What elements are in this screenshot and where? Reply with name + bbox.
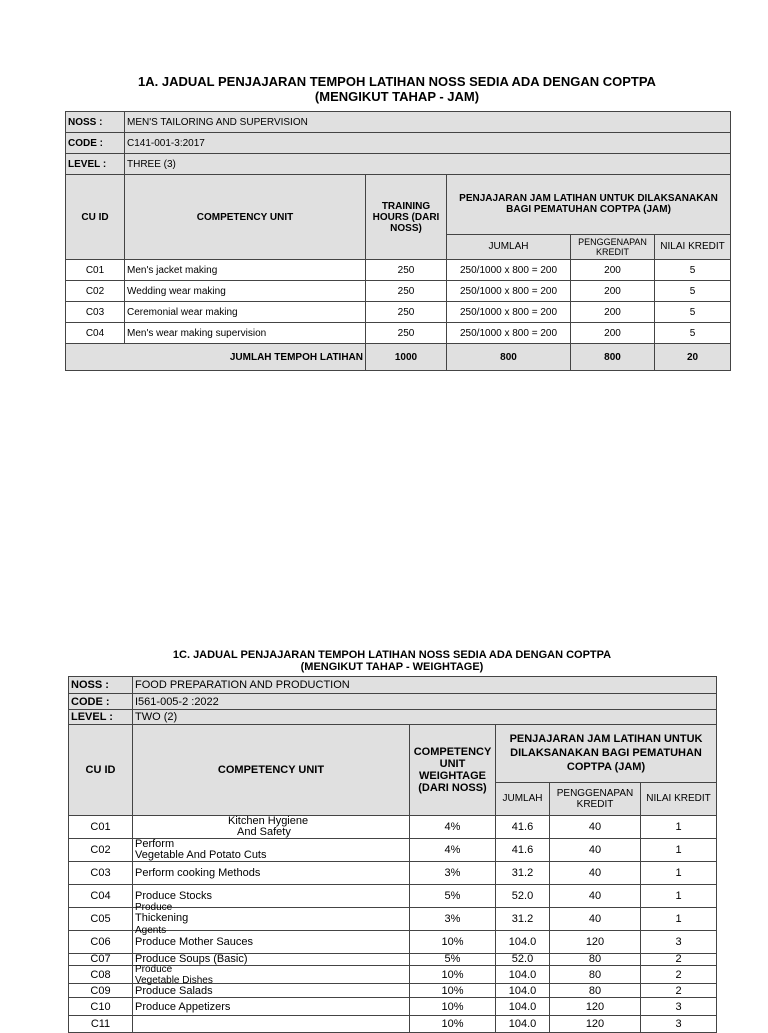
jumlah: 250/1000 x 800 = 200 [447, 281, 571, 302]
weightage: 10% [410, 998, 496, 1016]
header-jumlah: JUMLAH [496, 782, 550, 815]
nilai-kredit: 5 [655, 260, 731, 281]
penggenapan: 80 [550, 966, 641, 984]
total-jumlah: 800 [447, 344, 571, 371]
table2 [68, 676, 717, 1033]
competency-unit: Perform cooking Methods [133, 862, 410, 885]
table-row [66, 323, 731, 344]
weightage: 4% [410, 839, 496, 862]
penggenapan: 80 [550, 984, 641, 998]
table-row [69, 998, 717, 1016]
competency-unit-line2: Thickening [135, 912, 189, 924]
nilai-kredit: 1 [641, 862, 717, 885]
jumlah: 104.0 [496, 1016, 550, 1033]
nilai-kredit: 2 [641, 966, 717, 984]
competency-unit-line1: Produce [135, 902, 173, 913]
competency-unit-line1: Perform [135, 838, 175, 850]
penggenapan: 120 [550, 931, 641, 954]
penggenapan: 200 [571, 323, 655, 344]
cu-id: C02 [66, 281, 125, 302]
penggenapan: 40 [550, 839, 641, 862]
competency-unit: Ceremonial wear making [125, 302, 366, 323]
competency-unit: Men's jacket making [125, 260, 366, 281]
cu-id: C04 [69, 885, 133, 908]
cu-id: C01 [66, 260, 125, 281]
weightage: 5% [410, 885, 496, 908]
cu-id: C09 [69, 984, 133, 998]
nilai-kredit: 5 [655, 302, 731, 323]
competency-unit-line2: Vegetable And Potato Cuts [135, 849, 267, 861]
cu-id: C08 [69, 966, 133, 984]
jumlah: 31.2 [496, 862, 550, 885]
competency-unit [133, 1016, 410, 1033]
training-hours: 250 [366, 281, 447, 302]
training-hours: 250 [366, 260, 447, 281]
code-label: CODE : [66, 133, 125, 154]
jumlah: 104.0 [496, 966, 550, 984]
header-penjajaran: PENJAJARAN JAM LATIHAN UNTUK DILAKSANAKAN BAGI PEMATUHAN COPTPA (JAM) [496, 725, 717, 783]
table-row [69, 816, 717, 839]
table-row [69, 908, 717, 931]
weightage: 5% [410, 954, 496, 966]
cu-id: C03 [69, 862, 133, 885]
noss-value: MEN'S TAILORING AND SUPERVISION [125, 112, 731, 133]
table2-title [68, 649, 716, 673]
cu-id: C04 [66, 323, 125, 344]
code-value: I561-005-2 :2022 [133, 694, 717, 710]
table1-title [65, 74, 729, 104]
competency-unit-line3: Agents [135, 925, 167, 936]
header-cu-id: CU ID [66, 175, 125, 260]
competency-unit-line2: Vegetable Dishes [135, 975, 213, 986]
table2-title-line1: 1C. JADUAL PENJAJARAN TEMPOH LATIHAN NOSS SEDIA ADA DENGAN COPTPA [172, 649, 612, 661]
total-label: JUMLAH TEMPOH LATIHAN [66, 344, 366, 371]
noss-label: NOSS : [66, 112, 125, 133]
jumlah: 250/1000 x 800 = 200 [447, 302, 571, 323]
jumlah: 41.6 [496, 839, 550, 862]
total-row [66, 344, 731, 371]
weightage: 4% [410, 816, 496, 839]
competency-unit: Produce Soups (Basic) [133, 954, 410, 966]
noss-value: FOOD PREPARATION AND PRODUCTION [133, 677, 717, 694]
jumlah: 250/1000 x 800 = 200 [447, 260, 571, 281]
nilai-kredit: 2 [641, 984, 717, 998]
training-hours: 250 [366, 323, 447, 344]
penggenapan: 40 [550, 885, 641, 908]
nilai-kredit: 1 [641, 839, 717, 862]
competency-unit: Produce Salads [133, 984, 410, 998]
table2-title-line2: (MENGIKUT TAHAP - WEIGHTAGE) [300, 661, 484, 673]
header-nilai-kredit: NILAI KREDIT [641, 782, 717, 815]
table-row [69, 839, 717, 862]
weightage: 3% [410, 908, 496, 931]
competency-unit-line1: Kitchen Hygiene [228, 815, 309, 827]
penggenapan: 200 [571, 260, 655, 281]
level-label: LEVEL : [66, 154, 125, 175]
cu-id: C05 [69, 908, 133, 931]
jumlah: 104.0 [496, 984, 550, 998]
header-penggenapan: PENGGENAPAN KREDIT [571, 234, 655, 259]
competency-unit-line1: Produce [135, 964, 173, 975]
penggenapan: 200 [571, 281, 655, 302]
jumlah: 104.0 [496, 931, 550, 954]
training-hours: 250 [366, 302, 447, 323]
nilai-kredit: 3 [641, 998, 717, 1016]
cu-id: C01 [69, 816, 133, 839]
penggenapan: 120 [550, 998, 641, 1016]
jumlah: 250/1000 x 800 = 200 [447, 323, 571, 344]
level-value: THREE (3) [125, 154, 731, 175]
cu-id: C10 [69, 998, 133, 1016]
cu-id: C02 [69, 839, 133, 862]
table-row [66, 302, 731, 323]
weightage: 10% [410, 984, 496, 998]
header-nilai-kredit: NILAI KREDIT [655, 234, 731, 259]
header-weightage: COMPETENCY UNIT WEIGHTAGE (DARI NOSS) [410, 725, 496, 816]
code-value: C141-001-3:2017 [125, 133, 731, 154]
jumlah: 52.0 [496, 885, 550, 908]
header-jumlah: JUMLAH [447, 234, 571, 259]
nilai-kredit: 1 [641, 908, 717, 931]
nilai-kredit: 1 [641, 885, 717, 908]
competency-unit: Men's wear making supervision [125, 323, 366, 344]
weightage: 10% [410, 1016, 496, 1033]
cu-id: C11 [69, 1016, 133, 1033]
total-nilai-kredit: 20 [655, 344, 731, 371]
level-label: LEVEL : [69, 710, 133, 725]
total-penggenapan: 800 [571, 344, 655, 371]
competency-unit: Produce Stocks [133, 885, 410, 908]
table-row [69, 966, 717, 984]
table-row [66, 260, 731, 281]
jumlah: 41.6 [496, 816, 550, 839]
header-penjajaran: PENJAJARAN JAM LATIHAN UNTUK DILAKSANAKAN BAGI PEMATUHAN COPTPA (JAM) [447, 175, 731, 235]
level-value: TWO (2) [133, 710, 717, 725]
competency-unit: Produce Mother Sauces [133, 931, 410, 954]
header-penggenapan: PENGGENAPAN KREDIT [550, 782, 641, 815]
table1 [65, 111, 731, 371]
nilai-kredit: 5 [655, 323, 731, 344]
penggenapan: 40 [550, 862, 641, 885]
penggenapan: 120 [550, 1016, 641, 1033]
weightage: 10% [410, 966, 496, 984]
competency-unit: Wedding wear making [125, 281, 366, 302]
penggenapan: 80 [550, 954, 641, 966]
weightage: 3% [410, 862, 496, 885]
header-cu-id: CU ID [69, 725, 133, 816]
competency-unit-line2: And Safety [237, 826, 291, 838]
penggenapan: 200 [571, 302, 655, 323]
table-row [69, 862, 717, 885]
table1-title-line2: (MENGIKUT TAHAP - JAM) [314, 89, 480, 104]
header-competency-unit: COMPETENCY UNIT [125, 175, 366, 260]
header-training-hours: TRAINING HOURS (DARI NOSS) [366, 175, 447, 260]
jumlah: 31.2 [496, 908, 550, 931]
code-label: CODE : [69, 694, 133, 710]
penggenapan: 40 [550, 908, 641, 931]
cu-id: C06 [69, 931, 133, 954]
cu-id: C03 [66, 302, 125, 323]
penggenapan: 40 [550, 816, 641, 839]
jumlah: 52.0 [496, 954, 550, 966]
cu-id: C07 [69, 954, 133, 966]
nilai-kredit: 2 [641, 954, 717, 966]
table-row [66, 281, 731, 302]
nilai-kredit: 1 [641, 816, 717, 839]
nilai-kredit: 3 [641, 931, 717, 954]
table-row [69, 1016, 717, 1033]
weightage: 10% [410, 931, 496, 954]
total-hours: 1000 [366, 344, 447, 371]
competency-unit: Produce Appetizers [133, 998, 410, 1016]
header-competency-unit: COMPETENCY UNIT [133, 725, 410, 816]
jumlah: 104.0 [496, 998, 550, 1016]
noss-label: NOSS : [69, 677, 133, 694]
nilai-kredit: 5 [655, 281, 731, 302]
table1-title-line1: 1A. JADUAL PENJAJARAN TEMPOH LATIHAN NOSS SEDIA ADA DENGAN COPTPA [138, 74, 656, 89]
nilai-kredit: 3 [641, 1016, 717, 1033]
